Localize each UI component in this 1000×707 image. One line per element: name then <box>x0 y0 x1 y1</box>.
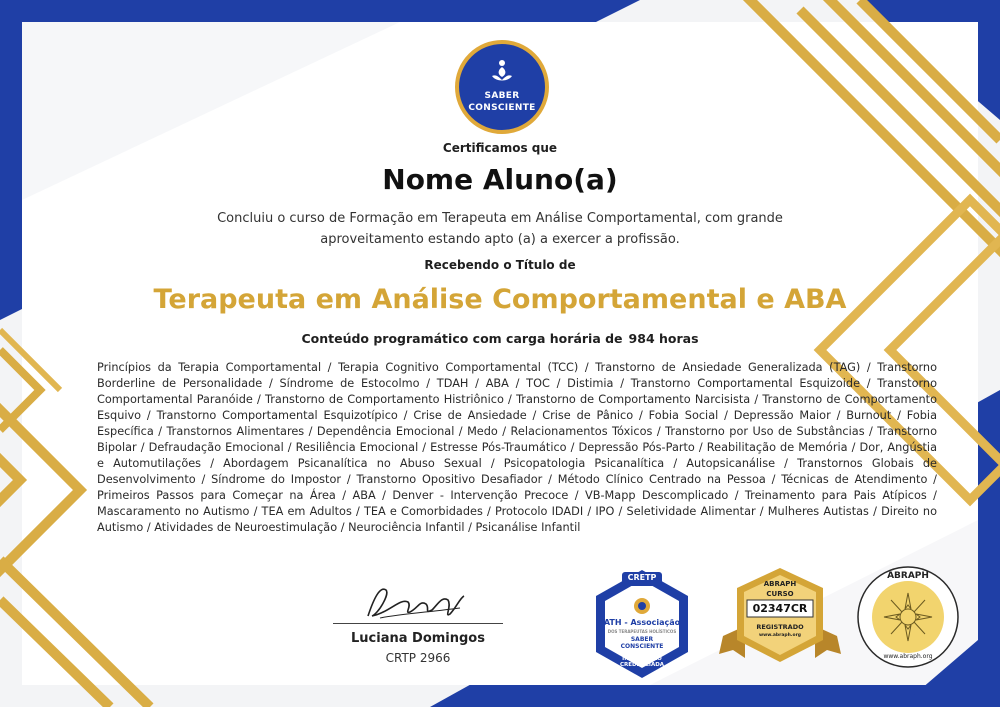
certify-intro: Certificamos que <box>442 141 558 155</box>
cretp-accreditation-badge <box>586 568 698 680</box>
abraph-seal <box>856 565 960 669</box>
cretp-brand-2: CONSCIENTE <box>620 643 664 650</box>
cretp-ring: INSTITUIÇÃO CREDENCIADA <box>619 656 665 668</box>
logo-line2: CONSCIENTE <box>468 103 536 113</box>
degree-title: Terapeuta em Análise Comportamental e ABA <box>153 284 847 315</box>
cretp-brand-1: SABER <box>630 636 654 643</box>
receiving-title-label: Recebendo o Título de <box>424 258 576 272</box>
completion-line-2: aproveitamento estando apto (a) a exercer a profissão. <box>320 232 680 247</box>
completion-text <box>0 208 1000 250</box>
abraph-status: REGISTRADO <box>756 623 804 631</box>
workload-line <box>0 331 1000 346</box>
student-name: Nome Aluno(a) <box>382 163 618 196</box>
abraph-code: 02347CR <box>752 602 808 615</box>
abraph-line2: CURSO <box>766 590 794 598</box>
cretp-assoc: ATH - Associação <box>603 618 681 627</box>
abraph-site: www.abraph.org <box>758 633 802 638</box>
saber-consciente-logo <box>455 40 549 134</box>
abraph-line1: ABRAPH <box>763 580 797 588</box>
seal-top: ABRAPH <box>887 571 929 581</box>
cretp-sub: DOS TERAPEUTAS HOLÍSTICOS <box>607 629 677 634</box>
program-content: Princípios da Terapia Comportamental / Terapia Cognitivo Comportamental (TCC) / Transtorno de Ansiedade Generalizada (TAG) / Transtorno Borderline de Personalidade / Síndrome de Estocolmo / TDAH / ABA / TOC / Distimia / Transtorno Comportamental Esquizoide / Transtorno Comportamental Paranóide / Transtorno de Comportamento Histriônico / Transtorno de Comportamento Narcisista / Transtorno de Comportamento Esquivo / Transtorno Comportamental Esquizotípico / Crise de Ansiedade / Crise de Pânico / Fobia Social / Depressão Maior / Burnout / Fobia Específica / Transtornos Alimentares / Dependência Emocional / Medo / Relacionamentos Tóxicos / Transtorno por Uso de Substâncias / Transtorno Bipolar / Defraudação Emocional / Resiliência Emocional / Estresse Pós-Traumático / Depressão Pós-Parto / Reabilitação de Memória / Dor, Angústia e Automutilações / Abordagem Psicanalítica no Abuso Sexual / Psicopatologia Psicanalítica / Autopsicanálise / Transtornos Globais de Desenvolvimento / Síndrome do Impostor / Transtorno Opositivo Desafiador / Método Clínico Centrado na Pessoa / Técnicas de Atendimento / Primeiros Passos para Começar na Área / ABA / Denver - Intervenção Precoce / VB-Mapp Descomplicado / Treinamento para Pais Atípicos / Mascaramento no Autismo / TEA em Adultos / TEA e Comorbidades / Protocolo IDADI / IPO / Seletividade Alimentar / Mulheres Autistas / Direito no Autismo / Atividades de Neuroestimulação / Neurociência Infantil / Psicanálise Infantil <box>97 361 937 534</box>
signatory-registration: CRTP 2966 <box>385 651 451 665</box>
handwritten-signature <box>360 578 470 624</box>
signatory-name: Luciana Domingos <box>351 631 485 646</box>
workload-hours: 984 horas <box>628 331 699 346</box>
cretp-brand <box>600 636 684 650</box>
workload-label: Conteúdo programático com carga horária de <box>301 331 623 346</box>
logo-line1: SABER <box>484 91 520 101</box>
cretp-top: CRETP <box>627 573 657 582</box>
meditation-lotus-icon <box>490 58 514 86</box>
completion-line-1: Concluiu o curso de Formação em Terapeuta em Análise Comportamental, com grande <box>217 211 783 226</box>
signature-line <box>333 623 503 624</box>
abraph-registration-badge <box>715 566 845 666</box>
seal-bottom: www.abraph.org <box>883 653 933 660</box>
